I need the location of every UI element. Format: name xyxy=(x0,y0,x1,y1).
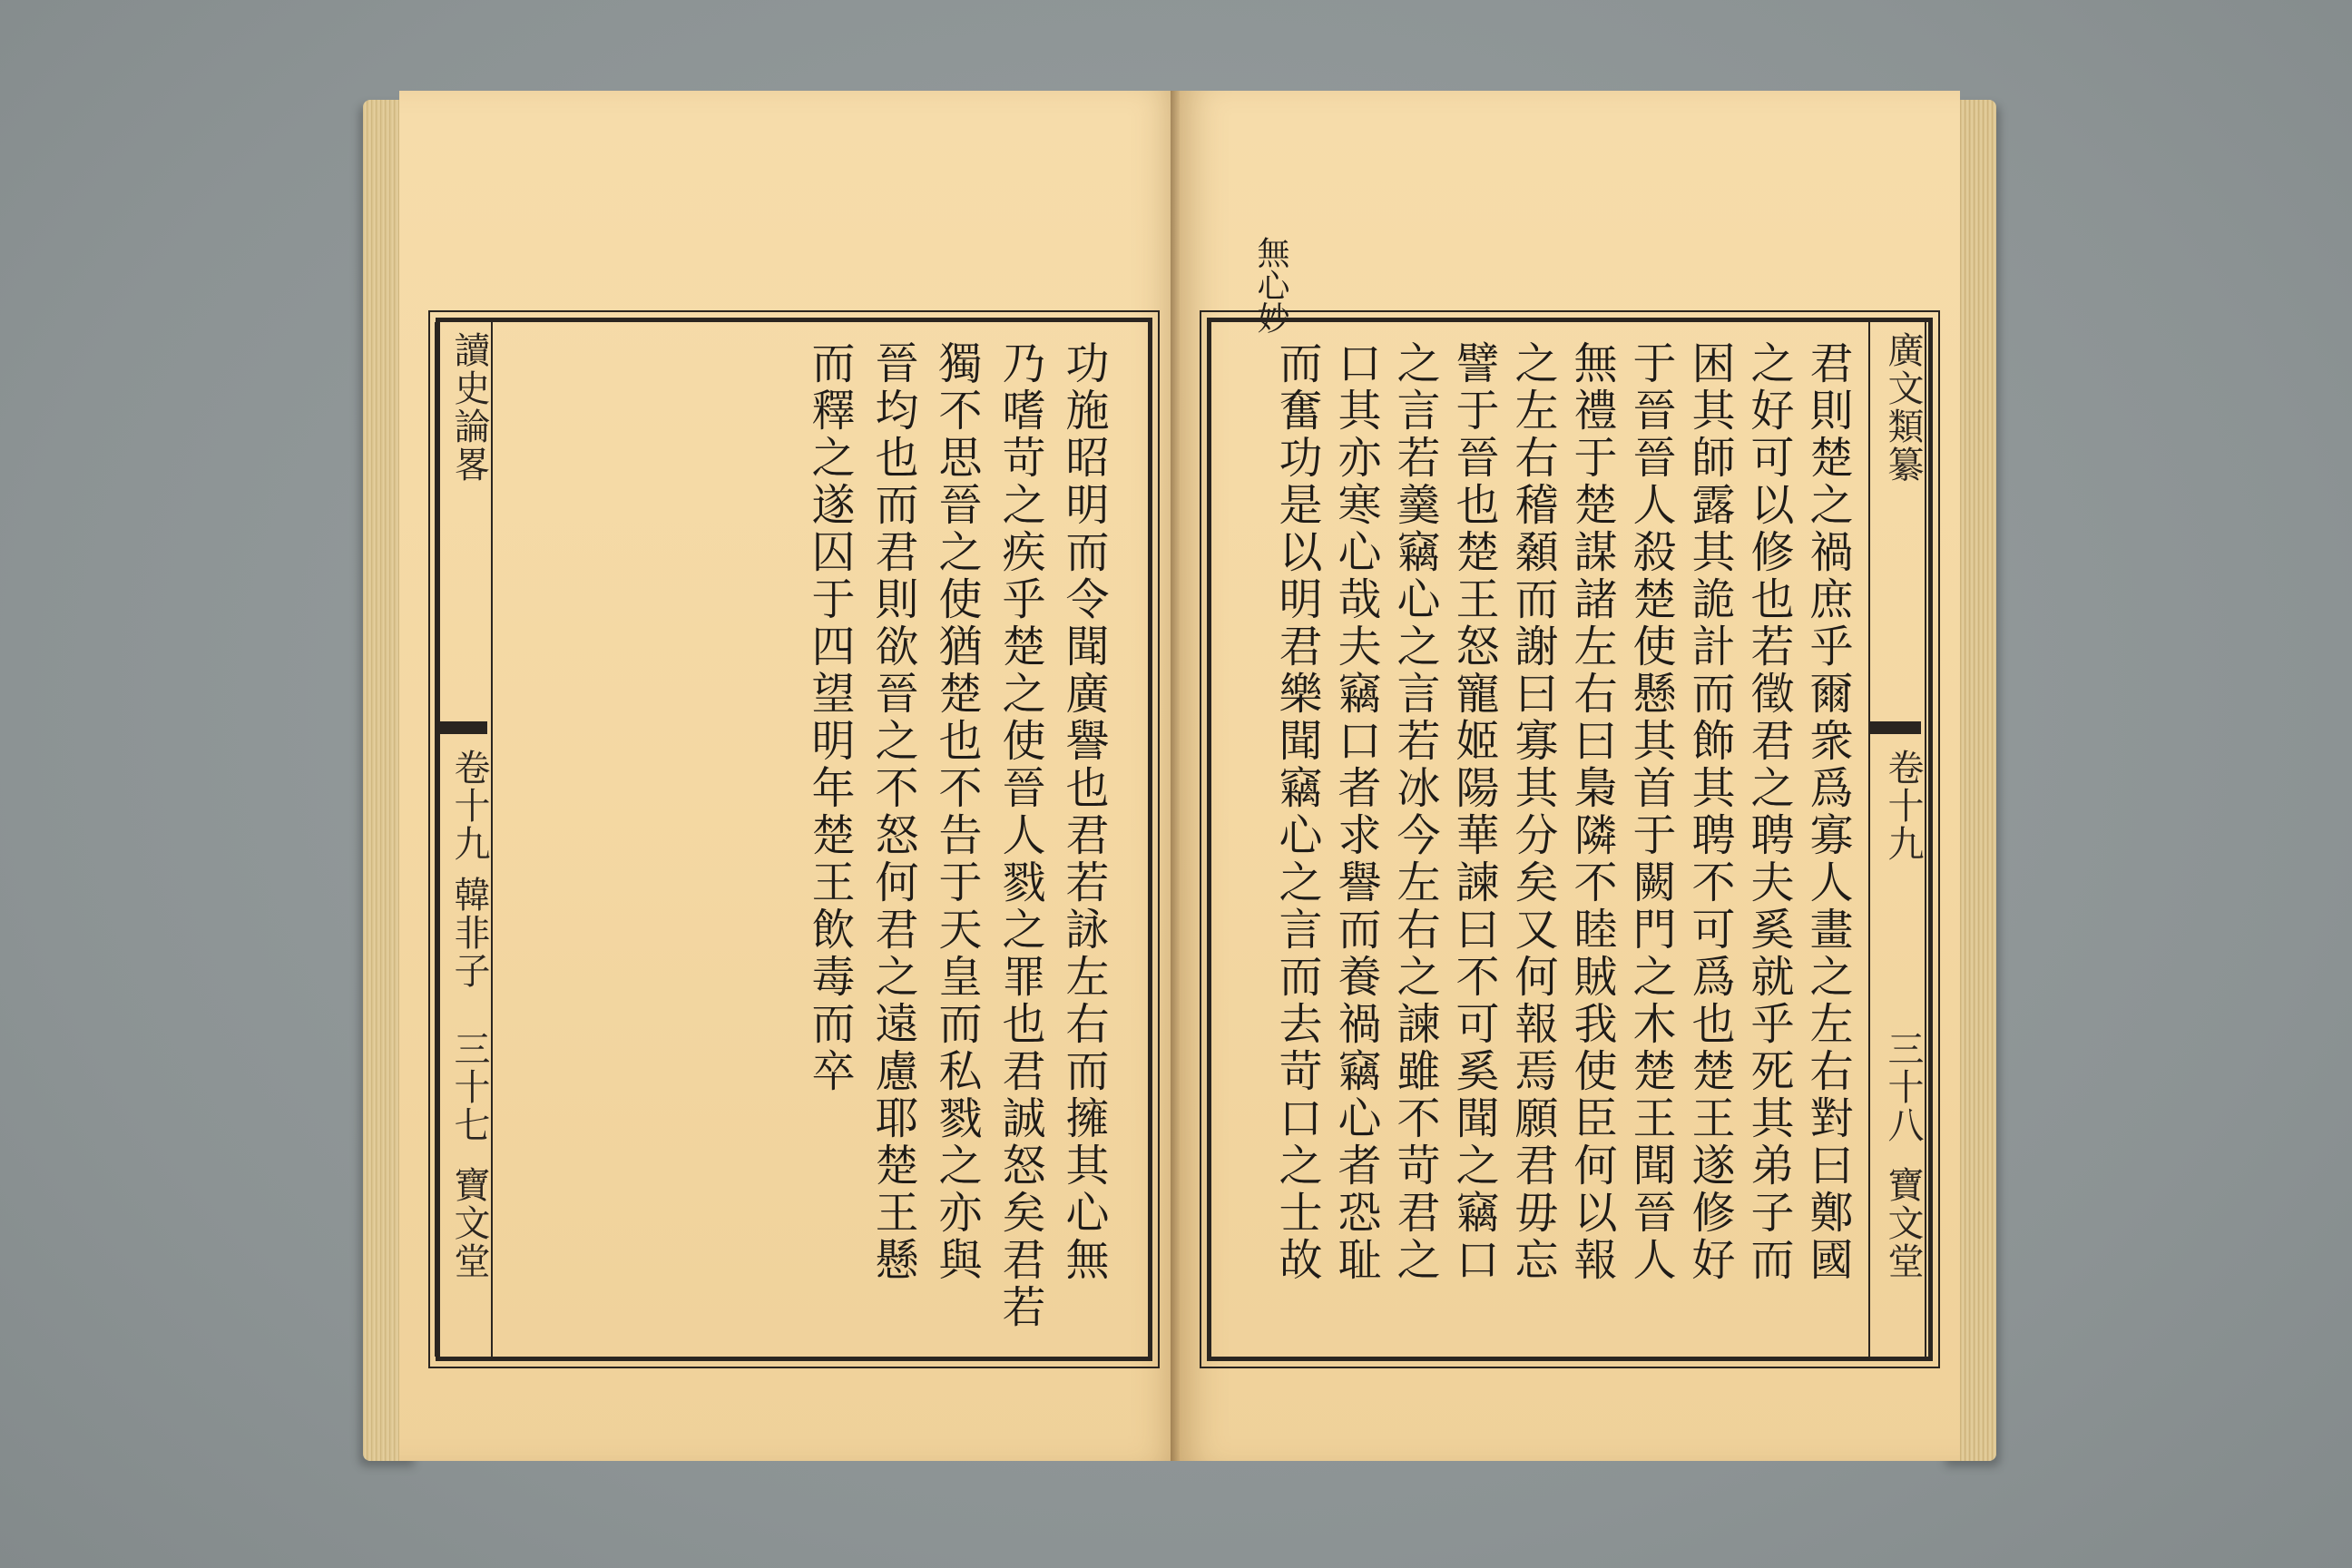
fish-tail-mark xyxy=(436,721,487,734)
open-book xyxy=(363,91,1996,1470)
left-margin-strip xyxy=(435,322,493,1357)
text-column-8: 之言若羹竊心之言若冰今左右之諫雖不苛君之 xyxy=(1389,340,1440,1284)
bleed-through-column xyxy=(622,340,674,1338)
text-column-2: 乃嗜苛之疾乎楚之使晉人戮之罪也君誠怒矣君若 xyxy=(995,340,1045,1331)
text-column-4: 于晉晉人殺楚使懸其首于闕門之木楚王聞晉人 xyxy=(1625,340,1676,1284)
text-column-1: 功施昭明而令聞廣譽也君若詠左右而擁其心無 xyxy=(1058,340,1109,1284)
bleed-through-column xyxy=(558,340,611,1338)
text-column-5: 而釋之遂囚于四望明年楚王飲毒而卒 xyxy=(804,340,855,1095)
text-column-3: 獨不思晉之使猶楚也不告于天皇而私戮之亦與 xyxy=(931,340,982,1284)
text-column-6: 之左右稽顙而謝曰寡其分矣又何報焉願君毋忘 xyxy=(1507,340,1558,1284)
text-column-5: 無禮于楚謀諸左右曰梟隣不睦賊我使臣何以報 xyxy=(1566,340,1617,1284)
text-column-1: 君則楚之禍庶乎爾衆爲寡人畫之左右對曰鄭國 xyxy=(1802,340,1853,1284)
margin-publisher: 寶文堂 xyxy=(1882,1166,1924,1280)
margin-section: 韓非子 xyxy=(448,876,490,990)
text-column-10: 而奮功是以明君樂聞竊心之言而去苛口之士故 xyxy=(1271,340,1322,1284)
text-column-2: 之好可以修也若徵君之聘夫奚就乎死其弟子而 xyxy=(1743,340,1794,1284)
margin-volume: 卷十九 xyxy=(1882,749,1924,863)
margin-page-number: 三十八 xyxy=(1882,1030,1924,1144)
margin-page-number: 三十七 xyxy=(448,1030,490,1144)
text-column-7: 譬于晉也楚王怒寵姬陽華諫曰不可奚聞之竊口 xyxy=(1448,340,1499,1284)
margin-volume: 卷十九 xyxy=(448,749,490,863)
text-column-4: 晉均也而君則欲晉之不怒何君之遠慮耶楚王懸 xyxy=(867,340,918,1284)
text-column-9: 口其亦寒心哉夫竊口者求譽而養禍竊心者恐耻 xyxy=(1330,340,1381,1284)
left-page xyxy=(399,91,1180,1461)
text-column-3: 困其師露其詭計而飾其聘不可爲也楚王遂修好 xyxy=(1684,340,1735,1284)
left-text-frame xyxy=(436,318,1152,1361)
margin-book-title: 廣文類纂 xyxy=(1882,331,1924,484)
margin-book-title: 讀史論畧 xyxy=(448,331,490,484)
right-page xyxy=(1180,91,1960,1461)
marginal-annotation: 無心妙 xyxy=(1252,236,1289,334)
right-margin-strip xyxy=(1868,322,1926,1357)
fish-tail-mark xyxy=(1870,721,1921,734)
right-text-frame xyxy=(1207,318,1933,1361)
margin-publisher: 寶文堂 xyxy=(448,1166,490,1280)
bleed-through-column xyxy=(685,340,738,1338)
